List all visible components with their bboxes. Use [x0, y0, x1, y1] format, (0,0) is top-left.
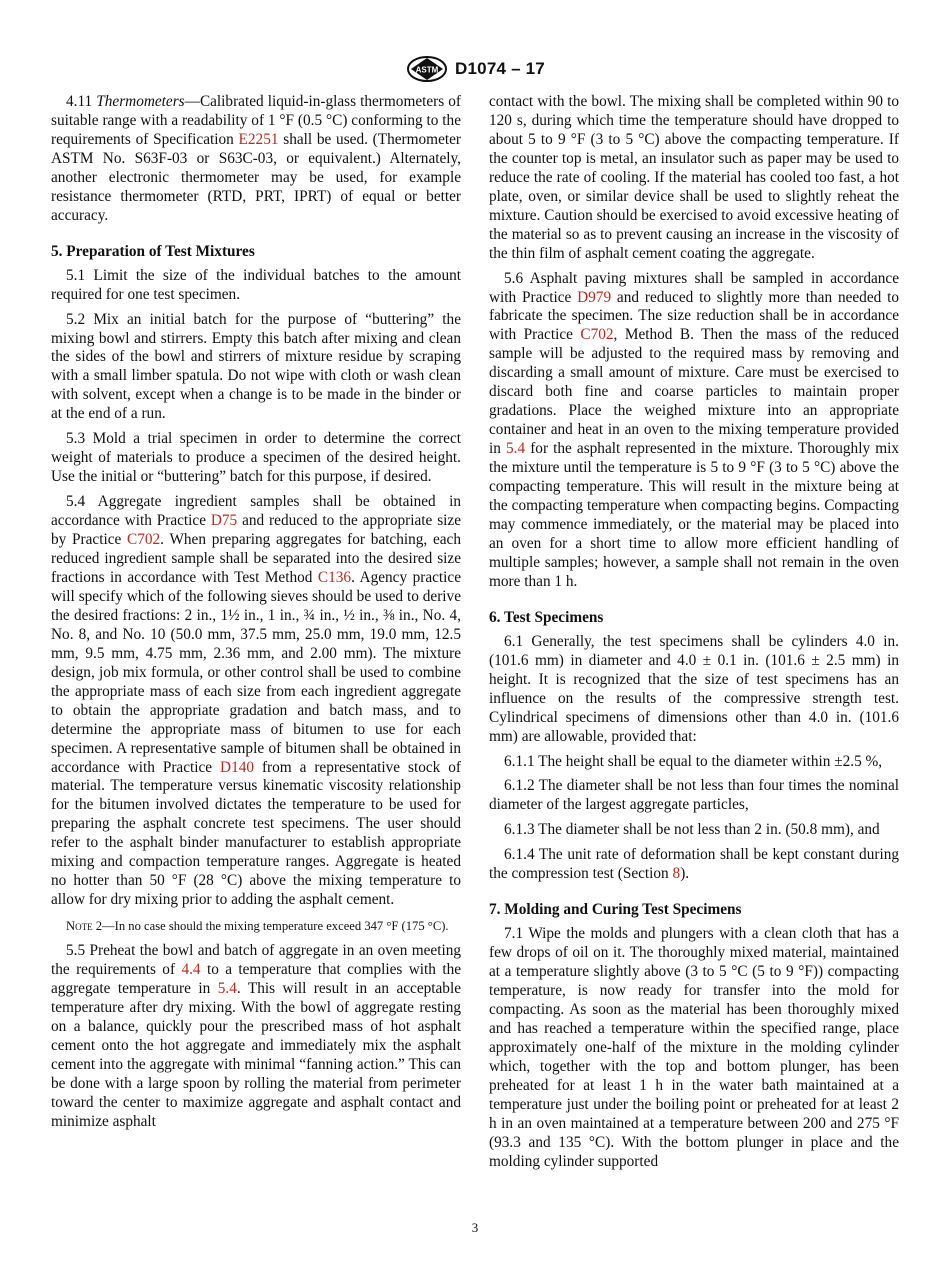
section-heading-7: 7. Molding and Curing Test Specimens [489, 901, 742, 919]
paragraph-6-1-3: 6.1.3 The diameter shall be not less than 2 in. (50.8 mm), and [504, 821, 880, 839]
link-5-4-mixing[interactable]: 5.4 [506, 440, 526, 458]
paragraph-7-1: 7.1 Wipe the molds and plungers with a clean cloth that has a few drops of oil on it. The thoroughly mixed material, maintained at a temperature slightly above (3 to 5 °C (5 to 9 °F)) compacting temperature, is now ready for transfer into the mold for compacting. As soon as the material has been thoroughly mixed and has reached a temperature within the specified range, place approximately one-half of the mixture in the molding cylinder which, together with the top and bottom plunger, has been preheated for at least 1 h in the water bath maintained at a temperature just under the boiling point or preheated for at least 2 h in an oven maintained at a temperature between 200 and 275 °F (93.3 and 135 °C). With the bottom plunger in place and the molding cylinder supported [489, 925, 899, 1170]
link-c702-method-b[interactable]: C702 [580, 326, 614, 344]
link-4-4[interactable]: 4.4 [181, 961, 201, 979]
paragraph-5-5-continued: contact with the bowl. The mixing shall be completed within 90 to 120 s, during which time the temperature should have dropped to about 5 to 9 °F (3 to 5 °C) above the compacting temperature. If the counter top is metal, an insulator such as paper may be used to reduce the rate of cooling. If the material has cooled too fast, a hot plate, oven, or similar device shall be used to slightly reheat the mixture. Caution should be exercised to avoid excessive heating of the material so as to prevent causing an increase in the viscosity of the thin film of asphalt cement coating the aggregate. [489, 93, 899, 262]
paragraph-6-1-2: 6.1.2 The diameter shall be not less than four times the nominal diameter of the largest aggregate particles, [489, 777, 899, 814]
paragraph-5-4: 5.4 Aggregate ingredient samples shall be obtained in accordance with Practice D75 and reduced to the appropriate size by Practice C702. When preparing aggregates for batching, each reduced ingredient sample shall be separated into the desired size fractions in accordance with Test Method C136. Agency practice will specify which of the following sieves should be used to derive the desired fractions: 2 in., 1½ in., 1 in., ¾ in., ½ in., ⅜ in., No. 4, No. 8, and No. 10 (50.0 mm, 37.5 mm, 25.0 mm, 19.0 mm, 12.5 mm, 9.5 mm, 4.75 mm, 2.36 mm, and 2.00 mm). The mixture design, job mix formula, or other control shall be used to combine the appropriate mass of each size from each ingredient aggregate to obtain the appropriate gradation and batch mass, and to determine the appropriate mass of bitumen to use for each specimen. A representative sample of bitumen shall be obtained in accordance with Practice D140 from a representative stock of material. The temperature versus kinematic viscosity relationship for the bitumen involved dictates the temperature to be used for preparing the asphalt concrete test specimens. The user should refer to the asphalt binder manufacturer to establish appropriate mixing and compaction temperature ranges. Aggregate is heated no hotter than 50 °F (28 °C) above the mixing temperature to allow for dry mixing prior to adding the asphalt cement. [51, 493, 461, 909]
link-d75[interactable]: D75 [210, 512, 238, 530]
link-d979[interactable]: D979 [577, 288, 612, 306]
astm-logo-icon [405, 55, 449, 83]
left-column [51, 93, 461, 1138]
section-heading-6: 6. Test Specimens [489, 608, 604, 626]
standard-designation: D1074 – 17 [455, 59, 545, 78]
link-section-8[interactable]: 8 [672, 865, 681, 883]
right-column [489, 93, 899, 1178]
page-number: 3 [471, 1220, 479, 1235]
link-5-4[interactable]: 5.4 [217, 980, 237, 998]
link-e2251[interactable]: E2251 [238, 130, 279, 148]
svg-text:ASTM: ASTM [415, 65, 439, 75]
paragraph-6-1-1: 6.1.1 The height shall be equal to the diameter within ±2.5 %, [504, 752, 883, 770]
paragraph-5-6: 5.6 Asphalt paving mixtures shall be sampled in accordance with Practice D979 and reduced to slightly more than needed to fabricate the specimen. The size reduction shall be in accordance with Practice C702, Method B. Then the mass of the reduced sample will be adjusted to the required mass by removing and discarding a small amount of mixture. Care must be exercised to discard both fine and coarse particles to maintain proper gradations. Place the weighed mixture into an appropriate container and heat in an oven to the mixing temperature provided in 5.4 for the asphalt represented in the mixture. Thoroughly mix the mixture until the temperature is 5 to 9 °F (3 to 5 °C) above the compacting temperature. This will result in the mixture being at the compacting temperature when compacting begins. Compacting may commence immediately, or the material may be placed into an oven for a short time to allow more efficient handling of multiple samples; however, a sample shall not remain in the oven more than 1 h. [489, 269, 899, 590]
section-heading-5: 5. Preparation of Test Mixtures [51, 242, 255, 260]
paragraph-5-1: 5.1 Limit the size of the individual batches to the amount required for one test specimen. [51, 266, 461, 303]
page-header [0, 54, 950, 84]
paragraph-6-1: 6.1 Generally, the test specimens shall be cylinders 4.0 in. (101.6 mm) in diameter and 4.0 ± 0.1 in. (101.6 ± 2.5 mm) in height. It is recognized that the size of test specimens has an influence on the results of the compressive strength test. Cylindrical specimens of dimensions other than 4.0 in. (101.6 mm) are allowable, provided that: [489, 632, 899, 745]
paragraph-4-11: 4.11 Thermometers—Calibrated liquid-in-glass thermometers of suitable range with a readability of 1 °F (0.5 °C) conforming to the requirements of Specification E2251 shall be used. (Thermometer ASTM No. S63F-03 or S63C-03, or equivalent.) Alternately, another electronic thermometer may be used, for example resistance thermometer (RTD, PRT, IPRT) of equal or better accuracy. [51, 93, 462, 224]
paragraph-6-1-4: 6.1.4 The unit rate of deformation shall be kept constant during the compression test (Section 8). [489, 846, 899, 883]
note-2: Note 2—In no case should the mixing temperature exceed 347 °F (175 °C). [66, 919, 449, 934]
paragraph-5-5: 5.5 Preheat the bowl and batch of aggregate in an oven meeting the requirements of 4.4 to a temperature that complies with the aggregate temperature in 5.4. This will result in an acceptable temperature after dry mixing. With the bowl of aggregate resting on a balance, quickly pour the prescribed mass of hot asphalt cement onto the hot aggregate and immediately mix the asphalt cement into the aggregate with minimal “fanning action.” This can be done with a large spoon by rolling the material from perimeter toward the center to maximize aggregate and asphalt contact and minimize asphalt [51, 942, 462, 1130]
link-c702[interactable]: C702 [127, 531, 161, 549]
link-d140[interactable]: D140 [220, 758, 255, 776]
link-c136[interactable]: C136 [317, 568, 352, 586]
paragraph-5-3: 5.3 Mold a trial specimen in order to determine the correct weight of materials to produce a specimen of the desired height. Use the initial or “buttering” batch for this purpose, if desired. [51, 430, 461, 486]
paragraph-5-2: 5.2 Mix an initial batch for the purpose of “buttering” the mixing bowl and stirrers. Empty this batch after mixing and clean the sides of the bowl and stirrers of mixture residue by scraping with a small limber spatula. Do not wipe with cloth or wash clean with solvent, except when a change is to be made in the binder or at the end of a run. [51, 310, 461, 423]
